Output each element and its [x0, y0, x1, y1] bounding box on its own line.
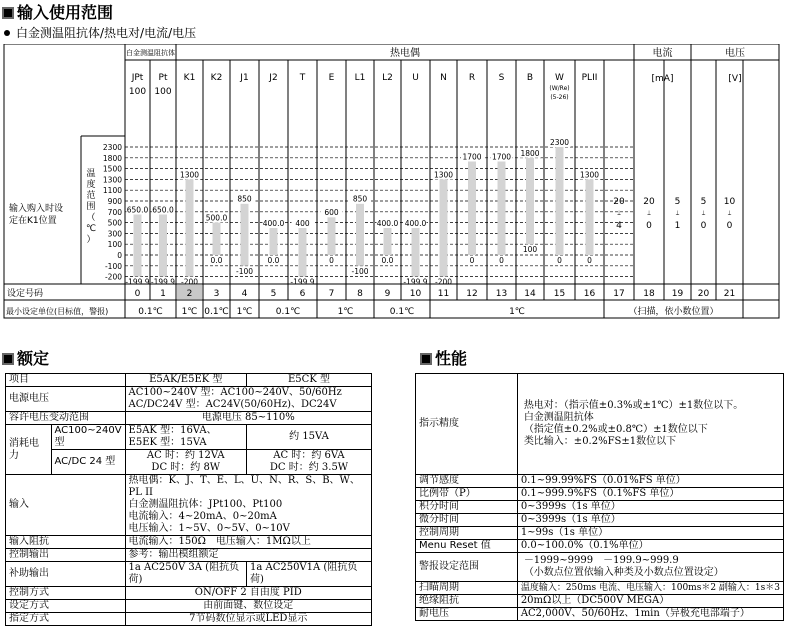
- table-cell: 参考：输出模组额定: [125, 549, 371, 562]
- table-cell: 容许电压变动范围: [6, 412, 126, 425]
- range-bar: [213, 223, 221, 255]
- table-cell: 0.0~100.0%（0.1%单位）: [517, 540, 783, 553]
- table-cell: AC100~240V 型: [51, 425, 125, 450]
- table-row: [416, 514, 784, 527]
- section-square-icon: [2, 7, 14, 19]
- column-header: L1: [354, 73, 366, 83]
- range-min-label: 0: [646, 221, 652, 231]
- range-max-label: 1300: [433, 170, 454, 180]
- cell-line: 热电对：（指示值±0.3%或±1℃）±1数位以下。: [523, 400, 744, 411]
- setting-code: 19: [671, 289, 684, 299]
- table-row: [6, 374, 372, 387]
- bullet-icon: [4, 30, 10, 36]
- range-max-label: 1800: [520, 148, 540, 158]
- range-max-label: 650.0: [152, 205, 174, 215]
- range-bar: [186, 179, 194, 276]
- row-label: 输入购入时设: [9, 204, 64, 214]
- setting-code: 1: [160, 289, 166, 299]
- cell-line: －1999~9999 －199.9~999.9: [523, 555, 679, 566]
- column-subheader: (5-26): [550, 94, 569, 101]
- table-row: [416, 608, 784, 621]
- table-cell: 调节感度: [416, 475, 518, 488]
- y-tick-label: 1500: [102, 164, 122, 174]
- range-max-label: 400: [295, 219, 310, 228]
- column-header: E: [328, 73, 335, 83]
- table-cell: 控制输出: [6, 549, 126, 562]
- axis-label-char: 温: [86, 169, 96, 179]
- y-tick-label: 900: [107, 197, 122, 206]
- cell-line: 热电偶：K、J、T、E、L、U、N、R、S、B、W、PL II: [128, 475, 360, 498]
- table-cell: 输入: [6, 475, 126, 536]
- min-unit: 0.1℃: [138, 307, 163, 317]
- min-unit: 1℃: [181, 307, 198, 317]
- table-row: [416, 488, 784, 501]
- cell-line: AC/DC24V 型：AC24V(50/60Hz)、DC24V: [128, 399, 337, 410]
- table-cell: 0.1~999.9%FS（0.1%FS 单位）: [517, 488, 783, 501]
- section-title-input-range: 输入使用范围: [2, 0, 113, 23]
- range-bar: [498, 161, 506, 255]
- table-cell: ON/OFF 2 自由度 PID: [125, 587, 371, 600]
- table-row: [6, 387, 372, 412]
- range-max-label: 400.0: [376, 219, 399, 228]
- column-header: B: [526, 73, 534, 83]
- range-min-label: -199.9: [150, 277, 176, 287]
- table-header: E5AK/E5EK 型: [125, 374, 246, 387]
- table-cell: [125, 425, 246, 450]
- y-tick-label: 2300: [102, 143, 122, 152]
- table-cell: 电流输入：150Ω 电压输入：1MΩ以上: [125, 536, 371, 549]
- range-max-label: 20: [613, 197, 625, 207]
- table-cell: 20mΩ以上（DC500V MEGA）: [517, 595, 783, 608]
- range-bar: [159, 215, 167, 277]
- table-cell: [125, 450, 246, 475]
- table-cell: AC/DC 24 型: [51, 450, 125, 475]
- range-max-label: 5: [700, 197, 707, 207]
- column-subheader: (W/Re): [549, 85, 570, 92]
- unit-header: [V]: [728, 74, 742, 84]
- table-row: [416, 475, 784, 488]
- section-square-icon: [420, 353, 432, 365]
- table-row: [6, 587, 372, 600]
- range-bar: [586, 179, 594, 255]
- y-tick-label: 1100: [102, 186, 122, 196]
- table-cell: 指定方式: [6, 613, 126, 626]
- range-min-label: 0: [329, 256, 334, 265]
- setting-code: 11: [437, 289, 450, 299]
- range-min-label: 4: [616, 221, 622, 231]
- setting-code: 4: [241, 289, 248, 299]
- axis-label-char: 范: [86, 191, 96, 201]
- table-cell: [125, 475, 371, 536]
- cell-line: E5EK 型：15VA: [128, 437, 207, 448]
- min-unit: 0.1℃: [275, 307, 301, 317]
- cell-line: DC 时：约 3.5W: [269, 462, 349, 473]
- table-row: [6, 549, 372, 562]
- range-min-label: 0: [726, 221, 733, 231]
- setting-code: 18: [643, 289, 655, 299]
- table-cell: 约 15VA: [246, 425, 371, 450]
- table-row: [6, 450, 372, 475]
- axis-label-char: 围: [86, 202, 96, 212]
- table-cell: [517, 374, 783, 475]
- table-cell: 电源电压 85~110%: [125, 412, 371, 425]
- setting-code: 2: [186, 289, 193, 299]
- setting-code: 15: [553, 289, 566, 299]
- cell-line: DC 时：约 8W: [151, 462, 221, 473]
- setting-code: 7: [328, 289, 335, 299]
- table-cell: 绝缘阻抗: [416, 595, 518, 608]
- setting-code: 3: [213, 289, 220, 299]
- section-square-icon: [2, 353, 14, 365]
- setting-code: 14: [524, 289, 536, 299]
- y-tick-label: 700: [107, 207, 122, 217]
- table-cell: 设定方式: [6, 600, 126, 613]
- ratings-table: [5, 373, 372, 626]
- row-label: 定在K1位置: [9, 216, 57, 226]
- table-row: [416, 527, 784, 540]
- table-row: [416, 582, 784, 595]
- table-cell: 0~3999s（1s 单位）: [517, 514, 783, 527]
- cell-line: （指定值±0.2%或±0.8℃）±1数位以下: [523, 424, 708, 435]
- table-cell: [517, 553, 783, 582]
- column-header: PLII: [581, 73, 598, 83]
- table-cell: 警报设定范围: [416, 553, 518, 582]
- range-sep-icon: ⟘: [727, 210, 732, 217]
- table-row: [416, 540, 784, 553]
- range-bar: [241, 204, 249, 266]
- range-max-label: 400.0: [404, 219, 427, 228]
- setting-code: 20: [697, 289, 710, 299]
- min-unit: 1℃: [236, 307, 253, 317]
- setting-code: 8: [357, 289, 363, 299]
- table-cell: 输入阻抗: [6, 536, 126, 549]
- table-row: [416, 374, 784, 475]
- cell-line: 白金测温阻抗体: [523, 412, 594, 423]
- table-cell: AC2,000V、50/60Hz、1min（异极充电部端子）: [517, 608, 783, 621]
- range-min-label: 100: [522, 245, 538, 255]
- range-sep-icon: ⟘: [617, 210, 621, 217]
- table-row: [6, 536, 372, 549]
- range-min-label: -100: [235, 266, 254, 276]
- table-cell: [125, 387, 371, 412]
- range-min-label: -199.9: [125, 277, 150, 287]
- table-row: [416, 553, 784, 582]
- table-cell: 1~99s（1s 单位）: [517, 527, 783, 540]
- table-header: E5CK 型: [246, 374, 371, 387]
- axis-label-char: 度: [86, 180, 96, 190]
- min-unit: 1℃: [509, 307, 525, 317]
- table-row: [6, 412, 372, 425]
- range-min-label: 0.0: [267, 256, 280, 265]
- column-header: N: [440, 73, 447, 83]
- section-title-ratings: 额定: [2, 346, 49, 369]
- group-header: 白金测温阻抗体: [126, 49, 175, 57]
- column-header: 100: [154, 87, 172, 97]
- table-cell: 扫瞄周期: [416, 582, 518, 595]
- table-cell: 消耗电力: [6, 425, 52, 475]
- column-header: L2: [382, 73, 393, 83]
- table-row: [6, 475, 372, 536]
- table-cell: 微分时间: [416, 514, 518, 527]
- table-cell: 温度输入：250ms 电流、电压输入：100ms＊2 副输入：1s＊3: [517, 582, 783, 595]
- range-min-label: -100: [351, 266, 369, 276]
- column-header: T: [299, 73, 306, 83]
- range-bar: [270, 228, 278, 255]
- group-header: 电流: [652, 48, 673, 59]
- y-tick-label: 300: [107, 229, 122, 239]
- table-cell: 1a AC250V1A (阻抗负荷): [246, 562, 371, 587]
- performance-table: [415, 373, 784, 621]
- row-label: 最小设定单位(目标值，警报): [6, 307, 109, 316]
- range-min-label: 0.0: [210, 256, 223, 265]
- axis-label-char: （: [86, 213, 96, 223]
- table-cell: 由前面键、数位设定: [125, 600, 371, 613]
- range-max-label: 850: [352, 194, 368, 204]
- table-cell: 耐电压: [416, 608, 518, 621]
- table-cell: 积分时间: [416, 501, 518, 514]
- table-cell: 控制周期: [416, 527, 518, 540]
- y-tick-label: -100: [104, 261, 122, 271]
- range-min-label: 0: [499, 256, 504, 265]
- range-max-label: 600: [324, 208, 339, 218]
- axis-label-char: ℃: [85, 224, 97, 234]
- range-bar: [412, 228, 420, 277]
- table-row: [416, 595, 784, 608]
- range-max-label: 2300: [549, 138, 570, 147]
- cell-line: 类比输入：±0.2%FS±1数位以下: [523, 436, 677, 447]
- range-max-label: 20: [643, 197, 655, 207]
- column-header: K2: [210, 73, 223, 83]
- column-header: R: [468, 73, 476, 83]
- range-bar: [468, 161, 476, 255]
- table-cell: 7节码数位显示或LED显示: [125, 613, 371, 626]
- range-max-label: 850: [237, 194, 252, 204]
- range-max-label: 5: [674, 197, 681, 207]
- setting-code: 10: [409, 289, 422, 299]
- range-max-label: 1300: [579, 170, 600, 180]
- range-bar: [384, 228, 392, 255]
- column-header: 100: [128, 87, 147, 97]
- y-tick-label: 500: [107, 218, 122, 228]
- input-range-table: [3, 44, 783, 322]
- setting-code: 5: [270, 289, 277, 299]
- cell-line: AC 时：约 12VA: [146, 450, 225, 461]
- column-header: W: [555, 73, 564, 83]
- range-min-label: 1: [674, 221, 681, 231]
- setting-code: 16: [583, 289, 596, 299]
- range-bar: [356, 204, 364, 266]
- range-max-label: 500.0: [205, 213, 228, 223]
- cell-line: 电压输入：1~5V、0~5V、0~10V: [128, 523, 290, 534]
- range-bar: [328, 217, 336, 255]
- cell-line: 白金测温阻抗体：JPt100、Pt100: [128, 499, 283, 510]
- cell-line: AC100~240V 型：AC100~240V、50/60Hz: [128, 387, 342, 398]
- y-tick-label: 0: [117, 251, 122, 260]
- y-tick-label: -200: [104, 272, 122, 282]
- column-header: J2: [269, 73, 278, 83]
- setting-code: 0: [134, 289, 141, 299]
- range-min-label: 0.0: [381, 256, 394, 265]
- y-tick-label: 1800: [102, 153, 122, 163]
- row-label: 设定号码: [7, 289, 44, 299]
- min-unit: （扫描，依小数位置）: [628, 307, 719, 317]
- range-max-label: 650.0: [126, 205, 149, 215]
- group-header: 电压: [725, 48, 745, 59]
- range-min-label: -200: [180, 277, 199, 287]
- range-min-label: 0: [469, 256, 475, 265]
- axis-label-char: ）: [86, 235, 96, 245]
- range-min-label: 0: [587, 256, 592, 265]
- table-cell: [246, 450, 371, 475]
- table-row: [6, 613, 372, 626]
- range-min-label: -200: [434, 277, 453, 287]
- column-header: J1: [240, 73, 249, 83]
- setting-code: 12: [466, 289, 478, 299]
- range-max-label: 400.0: [262, 219, 285, 228]
- min-unit: 1℃: [337, 307, 354, 317]
- range-bar: [526, 158, 534, 244]
- table-row: [6, 425, 372, 450]
- range-min-label: -199.9: [290, 277, 315, 287]
- setting-code: 13: [495, 289, 508, 299]
- range-max-label: 1700: [462, 152, 482, 162]
- range-min-label: -199.9: [403, 277, 428, 287]
- range-bar: [299, 228, 307, 277]
- column-header: K1: [183, 73, 196, 83]
- group-header: 热电偶: [390, 48, 420, 59]
- range-sep-icon: ⟘: [647, 210, 651, 217]
- cell-line: （小数点位置依输入种类及小数点位置设定）: [523, 567, 724, 578]
- table-cell: 比例带（P）: [416, 488, 518, 501]
- unit-header: [mA]: [651, 74, 674, 84]
- column-header: U: [412, 73, 419, 83]
- range-bar: [440, 179, 448, 276]
- cell-line: E5AK 型：16VA、: [128, 425, 217, 436]
- range-min-label: 0: [700, 221, 707, 231]
- range-max-label: 10: [723, 197, 736, 207]
- range-max-label: 1700: [491, 152, 512, 162]
- y-tick-label: 1300: [102, 175, 122, 185]
- cell-line: AC 时：约 6VA: [273, 450, 345, 461]
- setting-code: 17: [613, 289, 625, 299]
- table-cell: 控制方式: [6, 587, 126, 600]
- min-unit: 0.1℃: [204, 307, 229, 317]
- table-row: [416, 501, 784, 514]
- range-max-label: 1300: [179, 170, 200, 180]
- column-header: Pt: [158, 73, 168, 83]
- setting-code: 6: [299, 289, 306, 299]
- table-row: [6, 600, 372, 613]
- setting-code: 21: [723, 289, 736, 299]
- table-cell: 项目: [6, 374, 126, 387]
- min-unit: 0.1℃: [389, 307, 415, 317]
- table-cell: Menu Reset 值: [416, 540, 518, 553]
- table-cell: 1a AC250V 3A (阻抗负荷): [125, 562, 246, 587]
- section-title-performance: 性能: [420, 346, 467, 369]
- table-cell: 电源电压: [6, 387, 126, 412]
- table-cell: 指示精度: [416, 374, 518, 475]
- setting-code: 9: [384, 289, 391, 299]
- range-sep-icon: ⟘: [701, 210, 706, 217]
- table-cell: 0.1~99.99%FS（0.01%FS 单位）: [517, 475, 783, 488]
- table-row: [6, 562, 372, 587]
- table-cell: 补助输出: [6, 562, 126, 587]
- column-header: JPt: [131, 73, 144, 83]
- cell-line: 电流输入：4~20mA、0~20mA: [128, 511, 277, 522]
- range-bar: [556, 147, 564, 255]
- section-subtitle: 白金测温阻抗体/热电对/电流/电压: [4, 24, 196, 41]
- range-bar: [134, 215, 142, 277]
- column-header: S: [498, 73, 505, 83]
- range-sep-icon: ⟘: [675, 210, 680, 217]
- range-min-label: 0: [557, 256, 562, 265]
- y-tick-label: 100: [107, 240, 122, 250]
- table-cell: 0~3999s（1s 单位）: [517, 501, 783, 514]
